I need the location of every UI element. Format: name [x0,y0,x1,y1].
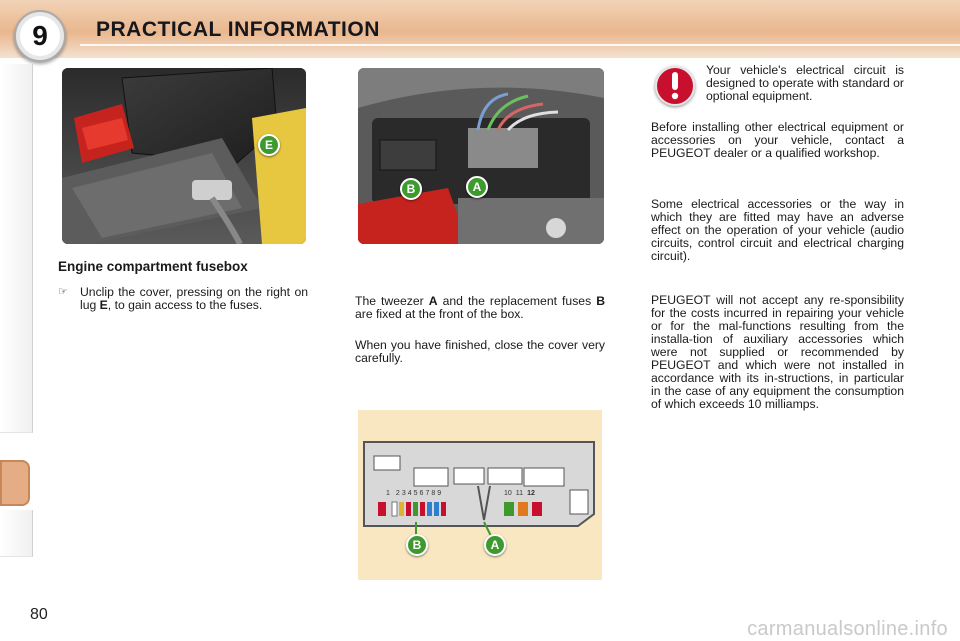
chapter-tab[interactable] [0,294,33,341]
dealer-paragraph: Before installing other electrical equipment or accessories on your vehicle, contact a PEUGEOT dealer or a qualified workshop. [651,120,904,160]
fuse-number-highlight: 12 [527,490,535,497]
fuse-number: 6 [419,490,424,497]
fuse-number: 4 [407,490,412,497]
fuse-number: 10 [504,490,512,497]
chapter-tab[interactable] [0,202,33,249]
fuse-number: 3 [401,490,406,497]
chapter-tab[interactable] [0,510,33,557]
warning-icon [655,66,695,106]
chapter-number: 9 [20,16,60,56]
diagram-callout-a: A [484,534,506,556]
tweezer-letter-a: A [428,294,438,308]
chapter-tab[interactable] [0,64,33,111]
fuse-number: 2 [395,490,400,497]
fusebox-diagram [358,410,602,580]
fuse-numbers-row [386,490,441,497]
warning-text: Your vehicle's electrical circuit is designed to operate with standard or optional equipment. [706,63,904,103]
tweezer-text-2: and the replacement fuses [437,294,597,308]
exclamation-mark-icon [668,72,682,100]
fuse-number: 8 [431,490,436,497]
pointing-hand-icon: ☞ [58,286,68,298]
watermark: carmanualsonline.info [747,618,948,640]
engine-compartment-illustration [62,68,306,244]
fuse-number: 9 [437,490,442,497]
chapter-tab[interactable] [0,340,33,387]
chapter-tab[interactable] [0,386,33,433]
tweezer-text-1: The tweezer [355,294,429,308]
callout-b-marker: B [400,178,422,200]
chapter-number-badge [14,10,66,62]
fuse-number: 7 [425,490,430,497]
engine-compartment-photo [62,68,306,244]
step-text-start: Unclip the cover, pressing on the right on lug [80,285,308,312]
step-text-end: , to gain access to the fuses. [107,298,263,312]
step-bold-letter: E [99,298,108,312]
responsibility-paragraph: PEUGEOT will not accept any re-sponsibility for the costs incurred in repairing your vehicle or for the mal-functions resulting from the installa-tion of auxiliary accessories which were not supplied or recommended by PEUGEOT and which were not installed in accordance with its in-structions, in particular in the case of any equipment the consumption of which exceeds 10 milliamps. [651,293,904,411]
open-fusebox-illustration [358,68,604,244]
page-title: PRACTICAL INFORMATION [96,18,380,41]
chapter-tab[interactable] [0,248,33,295]
chapter-tab[interactable] [0,156,33,203]
chapter-tab[interactable] [0,110,33,157]
fuse-numbers-row-right [504,490,535,497]
fusebox-step [58,286,308,312]
fuse-number: 5 [413,490,418,497]
tweezer-text-3: are fixed at the front of the box. [355,307,524,321]
diagram-callout-b: B [406,534,428,556]
fuse-number: 11 [515,490,524,497]
fusebox-step-text [80,286,308,312]
chapter-tab-active[interactable] [0,460,30,506]
chapter-tabs [0,64,34,576]
callout-a-marker: A [466,176,488,198]
callout-e-marker: E [258,134,280,156]
close-cover-paragraph: When you have finished, close the cover very carefully. [355,338,605,365]
open-fusebox-photo [358,68,604,244]
accessories-paragraph: Some electrical accessories or the way in which they are fitted may have an adverse effect on the operation of your vehicle (audio circuits, control circuit and electrical charging circuit). [651,197,904,263]
fuse-number: 1 [386,490,390,497]
tweezer-paragraph [355,295,605,321]
section-heading: Engine compartment fusebox [58,259,248,274]
tweezer-letter-b: B [596,294,606,308]
header-underline [80,44,960,46]
page-number: 80 [30,606,48,623]
